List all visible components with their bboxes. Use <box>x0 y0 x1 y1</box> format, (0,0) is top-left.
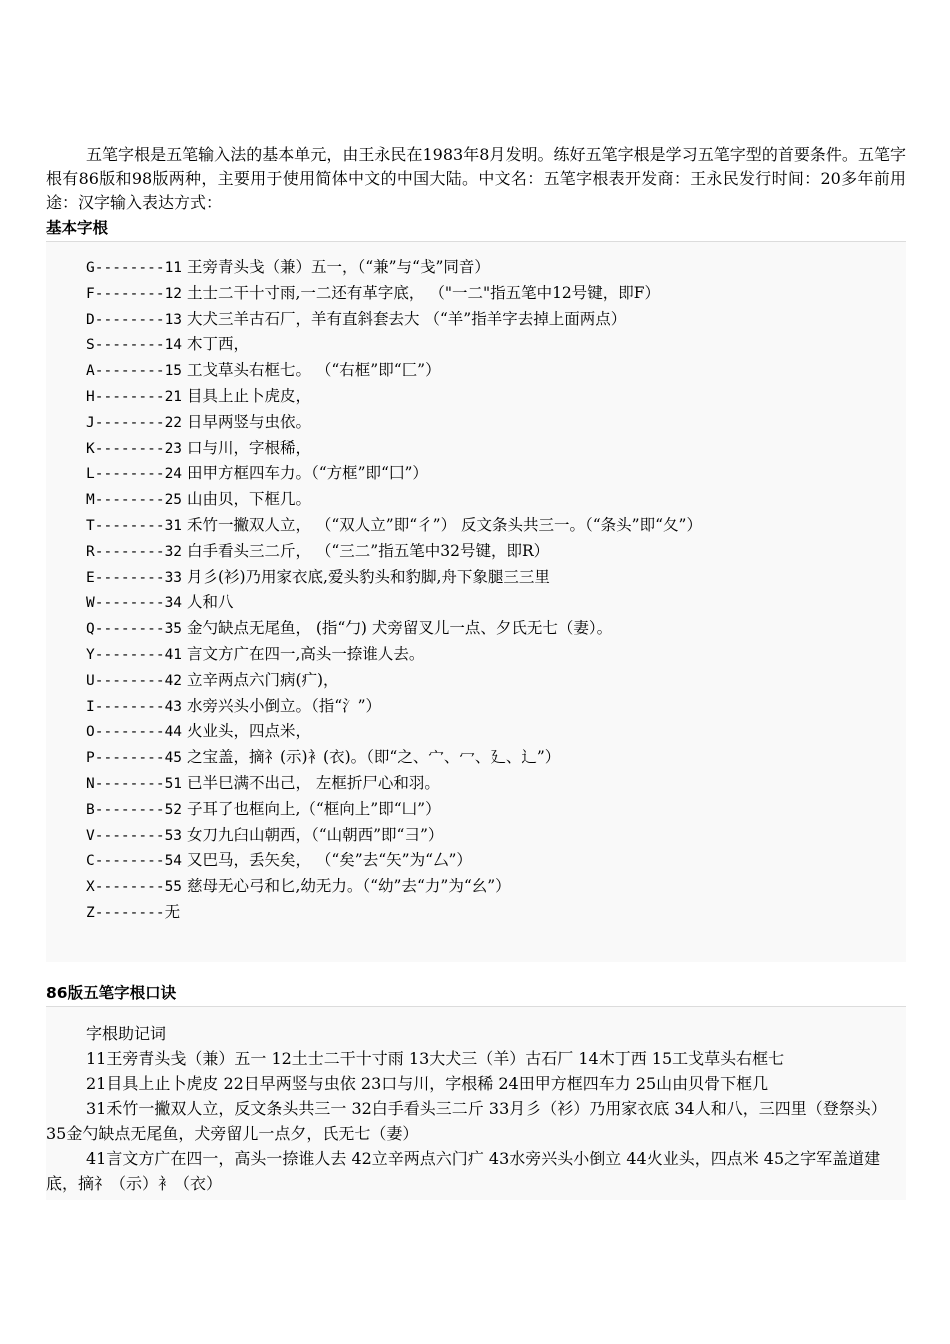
root-code: I--------43 <box>86 698 183 715</box>
root-line <box>46 874 906 900</box>
section-title-86-mnemonic: 86版五笔字根口诀 <box>46 983 177 1002</box>
root-line <box>46 823 906 849</box>
mnemonic-line: 31禾竹一撇双人立，反文条头共三一 32白手看头三二斤 33月彡（衫）乃用家衣底 34人和八，三四里（登祭头） 35金勺缺点无尾鱼，犬旁留儿一点夕，氏无七（妻） <box>46 1098 887 1143</box>
root-text: 立辛两点六门病(疒)， <box>182 670 339 689</box>
root-line <box>46 487 906 513</box>
root-line <box>46 565 906 591</box>
root-code: B--------52 <box>86 801 183 818</box>
root-text: 山由贝，下框几。 <box>182 490 311 509</box>
root-text: 慈母无心弓和匕,幼无力。（“幼”去“力”为“幺”） <box>182 877 511 896</box>
mnemonic-line: 21目具上止卜虎皮 22日早两竖与虫依 23口与川，字根稀 24田甲方框四车力 25山由贝骨下框几 <box>86 1073 769 1093</box>
roots-block <box>46 241 906 962</box>
root-code: Q--------35 <box>86 621 183 638</box>
root-text: 王旁青头戋（兼）五一，（“兼”与“戋”同音） <box>182 258 490 276</box>
root-code: S--------14 <box>86 337 183 354</box>
root-text: 金勺缺点无尾鱼， (指“勹) 犬旁留叉儿一点、夕氏无七（妻）。 <box>182 619 613 638</box>
root-code: Z-------- <box>86 904 165 921</box>
root-code: R--------32 <box>86 543 183 560</box>
root-line <box>46 719 906 745</box>
root-text: 田甲方框四车力。（“方框”即“囗”） <box>182 464 428 483</box>
mnemonic-heading: 字根助记词 <box>86 1023 167 1043</box>
root-text: 水旁兴头小倒立。（指“氵”） <box>182 696 382 715</box>
root-code: D--------13 <box>86 311 183 328</box>
root-text: 月彡(衫)乃用家衣底,爱头豹头和豹脚,舟下象腿三三里 <box>182 567 550 586</box>
root-code: E--------33 <box>86 569 183 586</box>
root-line <box>46 307 906 333</box>
root-code: H--------21 <box>86 388 183 405</box>
root-line <box>46 410 906 436</box>
root-line <box>46 848 906 874</box>
root-text: 目具上止卜虎皮， <box>182 386 311 405</box>
root-code: A--------15 <box>86 363 183 380</box>
root-code: W--------34 <box>86 595 183 612</box>
root-text: 日早两竖与虫依。 <box>182 412 311 431</box>
root-line <box>46 642 906 668</box>
root-text: 土士二干十寸雨,一二还有革字底， （"一二"指五笔中12号键，即F） <box>182 283 661 302</box>
root-code: U--------42 <box>86 672 183 689</box>
root-line <box>46 900 906 926</box>
root-line <box>46 281 906 307</box>
mnemonic-line: 41言文方广在四一，高头一捺谁人去 42立辛两点六门疒 43水旁兴头小倒立 44火业头，四点米 45之字军盖道建底，摘礻（示）衤（衣） <box>46 1148 881 1193</box>
mnemonic-block <box>46 1006 906 1200</box>
root-code: L--------24 <box>86 466 183 483</box>
root-code: P--------45 <box>86 750 183 767</box>
root-line <box>46 332 906 358</box>
root-line <box>46 461 906 487</box>
root-code: Y--------41 <box>86 646 183 663</box>
mnemonic-line: 11王旁青头戋（兼）五一 12土士二干十寸雨 13大犬三（羊）古石厂 14木丁西 15工戈草头右框七 <box>86 1048 785 1068</box>
root-code: G--------11 <box>86 260 183 276</box>
root-text: 子耳了也框向上,（“框向上”即“凵”） <box>182 799 441 818</box>
root-line <box>46 358 906 384</box>
root-line <box>46 771 906 797</box>
root-text: 火业头，四点米， <box>182 722 311 741</box>
root-code: O--------44 <box>86 724 183 741</box>
root-text: 无 <box>164 902 181 921</box>
root-code: N--------51 <box>86 775 183 792</box>
root-line <box>46 616 906 642</box>
root-line <box>46 436 906 462</box>
root-code: F--------12 <box>86 285 183 302</box>
root-text: 白手看头三二斤， （“三二”指五笔中32号键，即R） <box>182 541 550 560</box>
root-text: 木丁西， <box>182 335 249 354</box>
root-line <box>46 255 906 281</box>
root-code: K--------23 <box>86 440 183 457</box>
root-code: J--------22 <box>86 414 183 431</box>
root-line <box>46 384 906 410</box>
root-text: 人和八 <box>182 593 234 612</box>
root-line <box>46 797 906 823</box>
root-code: V--------53 <box>86 827 183 844</box>
root-code: X--------55 <box>86 879 183 896</box>
section-title-basic-roots: 基本字根 <box>46 219 109 237</box>
document-page <box>46 143 906 1200</box>
root-line <box>46 539 906 565</box>
root-line <box>46 745 906 771</box>
root-text: 女刀九臼山朝西，（“山朝西”即“彐”） <box>182 825 444 844</box>
root-text: 已半巳满不出己， 左框折尸心和羽。 <box>182 773 440 792</box>
root-code: T--------31 <box>86 517 183 534</box>
root-text: 言文方广在四一,高头一捺谁人去。 <box>182 644 425 663</box>
root-line <box>46 513 906 539</box>
root-code: M--------25 <box>86 492 183 509</box>
root-line <box>46 590 906 616</box>
root-text: 工戈草头右框七。 （“右框”即“匚”） <box>182 361 441 380</box>
root-code: C--------54 <box>86 853 183 870</box>
root-text: 之宝盖，摘礻(示)衤(衣)。（即“之、宀、冖、廴、辶”） <box>182 748 561 767</box>
root-line <box>46 694 906 720</box>
root-text: 口与川，字根稀， <box>182 438 311 457</box>
root-text: 禾竹一撇双人立， （“双人立”即“彳”） 反文条头共三一。（“条头”即“夂”） <box>182 515 702 534</box>
root-line <box>46 668 906 694</box>
intro-paragraph: 五笔字根是五笔输入法的基本单元，由王永民在1983年8月发明。练好五笔字根是学习五笔字型的首要条件。五笔字根有86版和98版两种，主要用于使用简体中文的中国大陆。中文名：五笔字根表开发商：王永民发行时间：20多年前用途：汉字输入表达方式： <box>46 145 906 212</box>
root-text: 又巴马，丢矢矣， （“矣”去“矢”为“厶”） <box>182 851 472 870</box>
root-text: 大犬三羊古石厂，羊有直斜套去大 （“羊”指羊字去掉上面两点） <box>182 309 627 328</box>
